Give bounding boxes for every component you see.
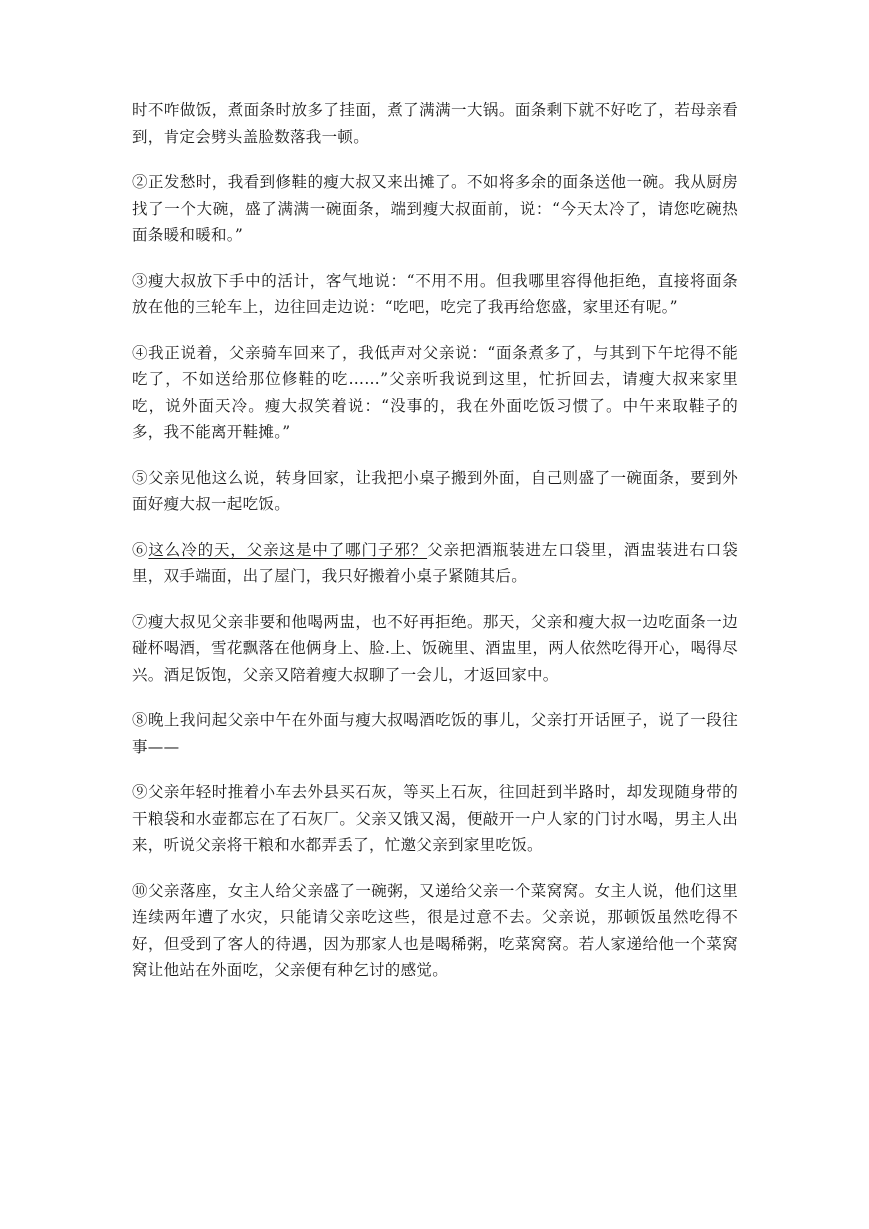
paragraph-3: ③瘦大叔放下手中的活计，客气地说：“不用不用。但我哪里容得他拒绝，直接将面条放在他的三轮车上，边往回走边说：“吃吧，吃完了我再给您盛，家里还有呢。” bbox=[132, 271, 738, 316]
paragraph-10: ⑩父亲落座，女主人给父亲盛了一碗粥，又递给父亲一个菜窝窝。女主人说，他们这里连续两年遭了水灾，只能请父亲吃这些，很是过意不去。父亲说，那顿饭虽然吃得不好，但受到了客人的待遇，因为那家人也是喝稀粥，吃菜窝窝。若人家递给他一个菜窝窝让他站在外面吃，父亲便有种乞讨的感觉。 bbox=[132, 881, 738, 979]
paragraph-7: ⑦瘦大叔见父亲非要和他喝两盅，也不好再拒绝。那天，父亲和瘦大叔一边吃面条一边碰杯喝酒，雪花飘落在他俩身上、脸.上、饭碗里、酒盅里，两人依然吃得开心，喝得尽兴。酒足饭饱，父亲又陪着瘦大叔聊了一会儿，才返回家中。 bbox=[132, 612, 738, 684]
paragraph-5: ⑤父亲见他这么说，转身回家，让我把小桌子搬到外面，自己则盛了一碗面条，要到外面好瘦大叔一起吃饭。 bbox=[132, 468, 738, 513]
paragraph-2: ②正发愁时，我看到修鞋的瘦大叔又来出摊了。不如将多余的面条送他一碗。我从厨房找了一个大碗，盛了满满一碗面条，端到瘦大叔面前，说：“今天太冷了，请您吃碗热面条暖和暖和。” bbox=[132, 173, 738, 244]
paragraph-4: ④我正说着，父亲骑车回来了，我低声对父亲说：“面条煮多了，与其到下午坨得不能吃了，不如送给那位修鞋的吃……”父亲听我说到这里，忙折回去，请瘦大叔来家里吃，说外面天冷。瘦大叔笑着说：“没事的，我在外面吃饭习惯了。中午来取鞋子的多，我不能离开鞋摊。” bbox=[132, 343, 738, 441]
paragraph-6 bbox=[132, 537, 738, 590]
paragraph-9: ⑨父亲年轻时推着小车去外县买石灰，等买上石灰，往回赶到半路时，却发现随身带的干粮袋和水壶都忘在了石灰厂。父亲又饿又渴，便敲开一户人家的门讨水喝，男主人出来，听说父亲将干粮和水都弄丢了，忙邀父亲到家里吃饭。 bbox=[132, 783, 738, 854]
document-body bbox=[132, 97, 738, 1003]
paragraph-6-text: 父亲把酒瓶装进左口袋里，酒盅装进右口袋里，双手端面，出了屋门，我只好搬着小桌子紧随其后。 bbox=[132, 540, 738, 585]
paragraph-6-number: ⑥ bbox=[132, 540, 149, 559]
paragraph-8: ⑧晚上我问起父亲中午在外面与瘦大叔喝酒吃饭的事儿，父亲打开话匣子，说了一段往事—— bbox=[132, 711, 738, 756]
underlined-question: 这么冷的天，父亲这是中了哪门子邪？ bbox=[148, 540, 428, 559]
paragraph-1: 时不咋做饭，煮面条时放多了挂面，煮了满满一大锅。面条剩下就不好吃了，若母亲看到，肯定会劈头盖脸数落我一顿。 bbox=[132, 101, 738, 146]
